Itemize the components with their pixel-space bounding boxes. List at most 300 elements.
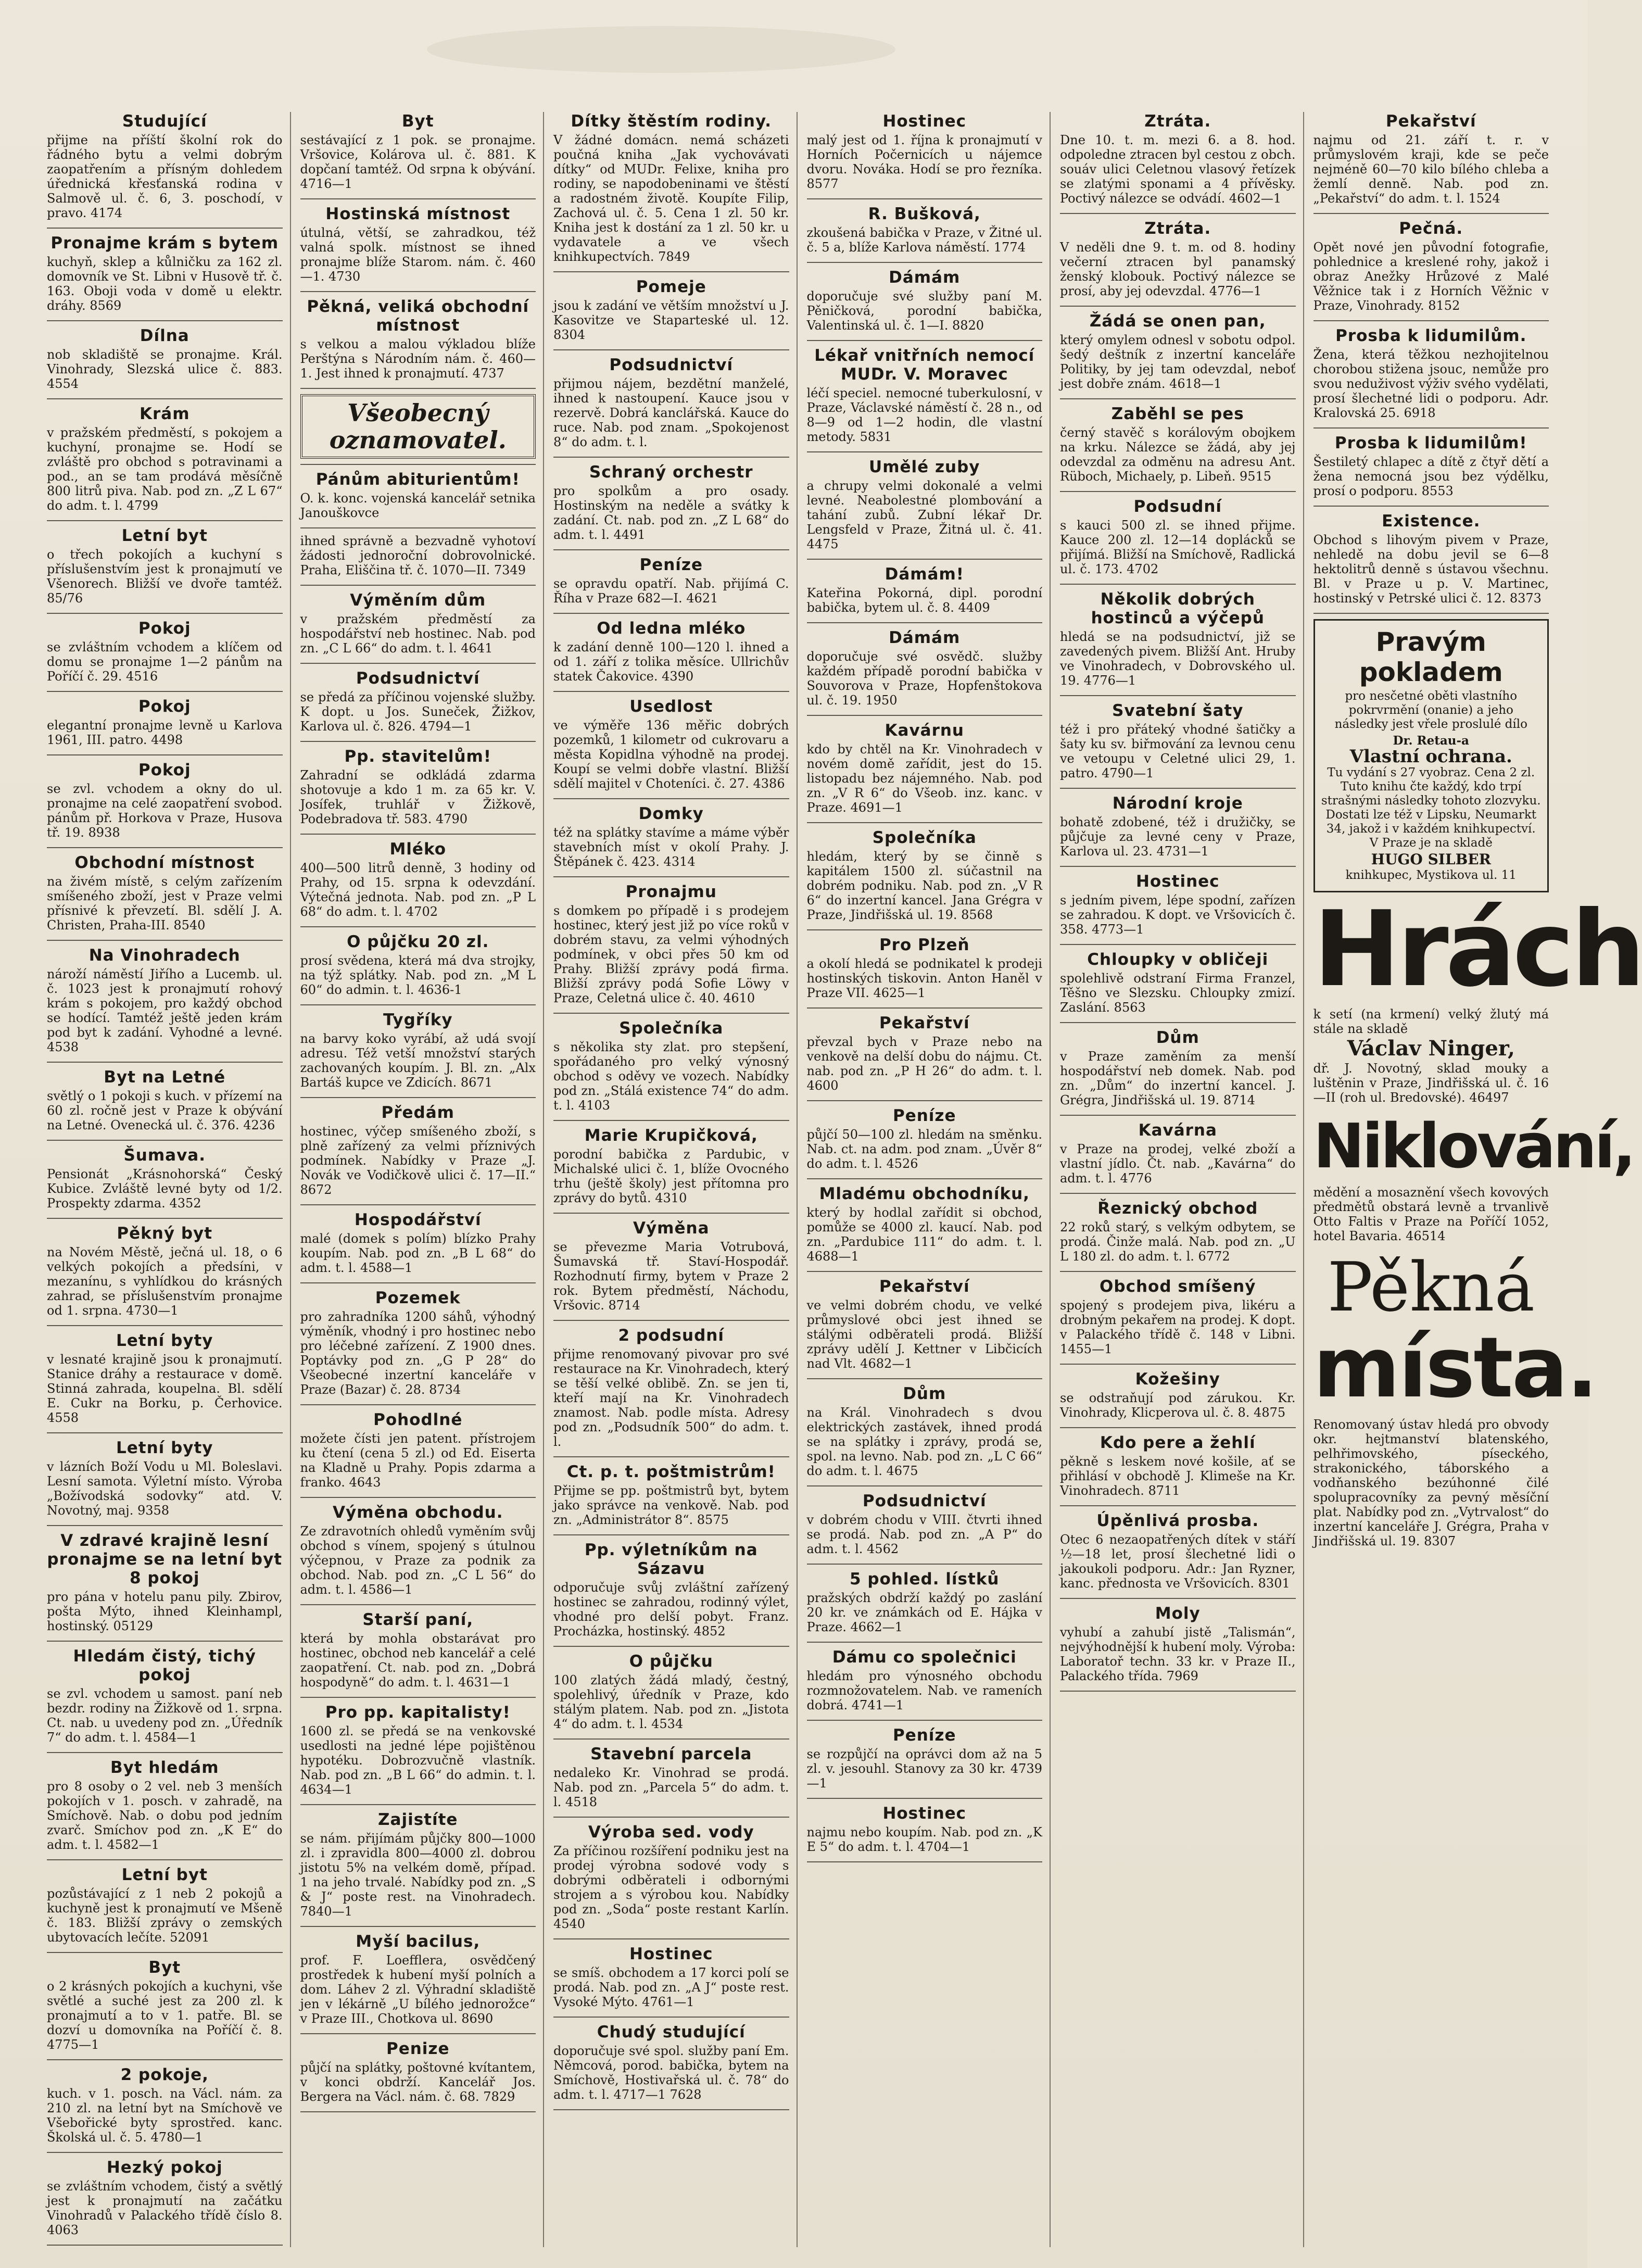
ad-heading: Prosba k lidumilům. xyxy=(1335,326,1527,345)
ad-separator xyxy=(47,398,283,399)
ad-text: Žena, která těžkou nezhojitelnou chorobou stižena jsouc, nemůže pro svou neduživost výživ svého vydělati, prosí šlechetné lidi o podporu. Adr. Kralovská 25. 6918 xyxy=(1313,347,1549,420)
ad-separator xyxy=(1060,398,1296,399)
ad-text: též na splátky stavíme a máme výběr stavebních míst v okolí Prahy. J. Štěpánek č. 423. 4314 xyxy=(553,825,789,869)
ad-separator xyxy=(300,834,536,835)
ad-separator xyxy=(300,1804,536,1805)
ad-heading: Myší bacilus, xyxy=(356,1932,481,1951)
ad-separator xyxy=(47,320,283,321)
ad-text: 100 zlatých žádá mladý, čestný, spolehlivý, úředník v Praze, kdo stálým platem. Nab. pod zn. „Jistota 4“ do adm. t. l. 4534 xyxy=(553,1673,789,1731)
ad-separator xyxy=(807,1178,1043,1179)
ad-heading: Krám xyxy=(139,405,190,423)
classified-ad xyxy=(1060,1604,1296,1683)
ad-separator xyxy=(1060,695,1296,696)
ad-heading: Peníze xyxy=(639,556,703,574)
ad-text: Kateřina Pokorná, dipl. porodní babička, bytem ul. č. 8. 4409 xyxy=(806,586,1042,615)
ad-separator xyxy=(300,663,536,664)
ad-text: najmu nebo koupím. Nab. pod zn. „K E 5“ do adm. t. l. 4704—1 xyxy=(806,1825,1042,1854)
ad-separator xyxy=(300,1404,536,1405)
pravym-title: Pravým pokladem xyxy=(1359,627,1503,687)
column-6 xyxy=(1313,112,1642,2247)
ad-separator xyxy=(47,2245,283,2246)
classified-ad xyxy=(553,2023,789,2102)
ad-heading: Šumava. xyxy=(123,1146,206,1165)
ad-separator xyxy=(1060,1427,1296,1428)
ad-text: pro 8 osoby o 2 vel. neb 3 menších pokojích v 1. posch. v zahradě, na Smíchově. Nab. o dobu pod jedním zvarč. Smíchov pod zn. „K E“ do adm. t. l. 4582—1 xyxy=(47,1779,283,1852)
ad-text: O. k. konc. vojenská kancelář setnika Janouškovce xyxy=(300,491,536,520)
ad-separator xyxy=(47,2059,283,2060)
ad-heading: Dílna xyxy=(140,326,190,345)
ad-separator xyxy=(47,1140,283,1141)
ad-heading: Dům xyxy=(903,1384,946,1403)
classified-ad xyxy=(300,205,536,284)
classified-ad xyxy=(300,534,536,577)
ad-separator xyxy=(807,1485,1043,1486)
pekna-mista-ad xyxy=(1313,1417,1549,1548)
hrach-name: Václav Ninger, xyxy=(1347,1036,1515,1061)
ad-text: a chrupy velmi dokonalé a velmi levné. Neabolestné plombování a tahání zubů. Zubní lékař Dr. Lengsfeld v Praze, Žitná ul. č. 41. 4475 xyxy=(806,478,1042,551)
ad-heading: 5 pohled. lístků xyxy=(849,1570,1000,1589)
ad-text: přijme na příští školní rok do řádného bytu a velmi dobrým zaopatřením a přísným dohledem úřednická křesťanská rodina v Salmově ul. č. 6, 3. poschodí, v pravo. 4174 xyxy=(47,133,283,220)
ad-separator xyxy=(1313,213,1549,214)
ad-heading: Od ledna mléko xyxy=(597,619,746,638)
classified-ad xyxy=(47,1758,283,1852)
ad-text: kuchyň, sklep a kůlničku za 162 zl. domovník ve St. Libni v Husově tř. č. 163. Oboji voda v domě u elektr. dráhy. 8569 xyxy=(47,255,283,313)
ad-heading: Studující xyxy=(122,112,207,131)
hrach-headline: Hrách xyxy=(1313,889,1642,1010)
ad-separator xyxy=(553,1320,789,1321)
classified-ad xyxy=(553,1945,789,2009)
ad-text: hostinec, výčep smíšeného zboží, s plně zařízený za velmi příznivých podmínek. Nabídky v Praze „J. Novák ve Vodičkově ulici č. 17—II.“ 8672 xyxy=(300,1124,536,1197)
classified-ad xyxy=(807,628,1043,708)
classified-ad xyxy=(807,721,1043,815)
classified-ad xyxy=(1060,872,1296,937)
classified-ad xyxy=(300,1011,536,1090)
classified-ad xyxy=(300,669,536,734)
ad-text: spolehlivě odstraní Firma Franzel, Těšno ve Slezsku. Chloupky zmizí. Zaslání. 8563 xyxy=(1060,971,1296,1015)
classified-ad xyxy=(807,1570,1043,1634)
classified-ad xyxy=(1060,219,1296,298)
ad-separator xyxy=(1060,213,1296,214)
ad-heading: Hezký pokoj xyxy=(106,2158,223,2177)
ad-heading: Pro pp. kapitalisty! xyxy=(325,1703,511,1722)
ad-text: půjčí 50—100 zl. hledám na směnku. Nab. ct. na adm. pod znam. „Úvěr 8“ do adm. t. l. 4526 xyxy=(806,1127,1042,1171)
ad-separator xyxy=(553,549,789,550)
classified-ad xyxy=(47,1958,283,2052)
ad-text: s domkem po případě i s prodejem hostinec, který jest již po více roků v dobrém stavu, za velmi výhodných podmínek, v obci přes 50 km od Prahy. Bližší zprávy podá firma. Bližší zprávy podá Sofie Löwy v Praze, Celetná ulice č. 40. 4610 xyxy=(553,903,789,1005)
classified-ad xyxy=(47,1146,283,1211)
column-5 xyxy=(1060,112,1304,2247)
ad-text: Pensionát „Krásnohorská“ Český Kubice. Zvláště levné byty od 1/2. Prospekty zdarma. 4352 xyxy=(47,1167,283,1211)
ad-text: nedaleko Kr. Vinohrad se prodá. Nab. pod zn. „Parcela 5“ do adm. t. l. 4518 xyxy=(553,1766,789,1809)
ad-separator xyxy=(47,1325,283,1326)
ad-separator xyxy=(807,340,1043,341)
ad-heading: Několik dobrých hostinců a výčepů xyxy=(1091,590,1265,627)
ad-text: léčí speciel. nemocné tuberkulosní, v Praze, Václavské náměstí č. 28 n., od 8—9 od 1—2 hodin, dle vlastní metody. 5831 xyxy=(806,386,1042,444)
classified-ad xyxy=(807,1106,1043,1171)
ad-heading: Dámám xyxy=(889,628,961,647)
ad-separator xyxy=(300,1697,536,1698)
vseobecny-oznamovatel-banner xyxy=(300,394,536,459)
pekna-mista-text: Renomovaný ústav hledá pro obvody okr. hejtmanství blatenského, pelhřimovského, píseckého, strakonického, táborského a vodňanského bezúhonné čilé spolupracovníky za pevný měsíční plat. Nabídky pod zn. „Vytrvalost“ do inzertní kanceláře J. Grégra, Praha v Jindřišská ul. 19. 8307 xyxy=(1313,1417,1549,1548)
ad-text: též i pro přáteký vhodné šatičky a šaty ku sv. biřmování za levnou cenu ve vetoupu v Celetné ulici 29, 1. patro. 4790—1 xyxy=(1060,722,1296,780)
ad-separator xyxy=(300,741,536,742)
classified-ad xyxy=(47,1439,283,1518)
ad-text: nob skladiště se pronajme. Král. Vinohrady, Slezská ulice č. 883. 4554 xyxy=(47,347,283,391)
ad-text: ve velmi dobrém chodu, ve velké průmyslové obci jest ihned se stálými odběrateli prodá. Bližší zprávy udělí J. Kettner v Libčicích nad Vlt. 4682—1 xyxy=(806,1298,1042,1371)
ad-text: Opět nové jen původní fotografie, pohlednice a kreslené rohy, jakož i obraz Anežky Hrůzové z Malé Věžnice tak i z Horních Věžnic v Praze, Vinohrady. 8152 xyxy=(1313,240,1549,313)
ad-heading: Pronajmu xyxy=(625,883,717,901)
classified-ad xyxy=(1060,701,1296,780)
ad-text: bohatě zdobené, též i družičky, se půjčuje za levné ceny v Praze, Karlova ul. 23. 4731—1 xyxy=(1060,815,1296,859)
ad-text: v pražském předměstí za hospodářství neb hostinec. Nab. pod zn. „C L 66“ do adm. t. l. 4641 xyxy=(300,612,536,656)
ad-heading: Byt xyxy=(148,1958,181,1977)
ad-text: přijmou nájem, bezdětní manželé, ihned k nastoupení. Kauce jsou v rezervě. Dobrá kanclářská. Kauce do ruce. Nab. pod znam. „Spokojenost 8“ do adm. t. l. xyxy=(553,376,789,449)
classified-ad xyxy=(47,2065,283,2145)
ad-separator xyxy=(300,1926,536,1927)
classified-ad xyxy=(300,747,536,826)
ad-text: Obchod s lihovým pivem v Praze, nehledě na dobu jevil se 6—8 hektolitrů denně s ústavou všechnu. Bl. v Praze u p. V. Martinec, hostinský v Petrské ulici č. 12. 8373 xyxy=(1313,533,1549,606)
classified-ad xyxy=(553,1823,789,1931)
ad-heading: Mladému obchodníku, xyxy=(819,1185,1030,1203)
classified-ad xyxy=(807,828,1043,922)
classified-ad xyxy=(553,804,789,869)
ad-separator xyxy=(807,1720,1043,1721)
niklovani-ad xyxy=(1313,1185,1549,1243)
ad-heading: Výměna xyxy=(633,1219,710,1238)
ad-separator xyxy=(300,1097,536,1098)
ad-text: hledám pro výnosného obchodu rozmnožovatelem. Nab. ve rameních dobrá. 4741—1 xyxy=(806,1669,1042,1712)
ad-heading: V zdravé krajině lesní pronajme se na letní byt 8 pokoj xyxy=(47,1531,283,1587)
ad-text: se odstraňují pod zárukou. Kr. Vinohrady, Klicperova ul. č. 8. 4875 xyxy=(1060,1391,1296,1420)
ad-heading: Pp. stavitelům! xyxy=(344,747,491,766)
ad-text: světlý o 1 pokoji s kuch. v přízemí na 60 zl. ročně jest v Praze k obývání na Letné. Ovenecká ul. č. 376. 4236 xyxy=(47,1089,283,1132)
ad-heading: Společníka xyxy=(872,828,977,847)
classified-ad xyxy=(47,853,283,933)
ad-text: prof. F. Loefflera, osvědčený prostředek k hubení myší polních a dom. Láhev 2 zl. Výhradní skladiště jen v lékárně „U bílého jednorožce“ v Praze III., Chotkova ul. 8690 xyxy=(300,1953,536,2026)
ad-text: která by mohla obstarávat pro hostinec, obchod neb kancelář a celé zaopatření. Ct. nab. pod zn. „Dobrá hospodyně“ do adm. t. l. 4631—1 xyxy=(300,1631,536,1690)
classified-ad xyxy=(47,326,283,391)
classified-ad xyxy=(553,1326,789,1449)
ad-heading: Ct. p. t. poštmistrům! xyxy=(566,1463,776,1481)
pravym-seller: HUGO SILBER xyxy=(1371,851,1491,868)
ad-separator xyxy=(553,613,789,614)
classified-ad xyxy=(807,346,1043,444)
ad-separator xyxy=(553,2109,789,2110)
classified-ad xyxy=(47,761,283,840)
classified-ad xyxy=(553,1463,789,1527)
ad-separator xyxy=(1060,1271,1296,1272)
ad-text: pro zahradníka 1200 sáhů, výhodný výměník, vhodný i pro hostinec nebo pro léčebné zařízení. Z 1900 dnes. Poptávky pod zn. „G P 28“ do Všeobecné inzertní kanceláře v Praze (Bazar) č. 28. 8734 xyxy=(300,1309,536,1397)
pravym-author: Dr. Retau-a xyxy=(1393,734,1469,748)
ad-separator xyxy=(1060,1115,1296,1116)
ad-text: možete čísti jen patent. přístrojem ku čtení (cena 5 zl.) od Ed. Eiserta na Kladně u Prahy. Popis zdarma a franko. 4643 xyxy=(300,1431,536,1490)
classified-ad xyxy=(807,565,1043,615)
ad-separator xyxy=(553,349,789,350)
ad-text: pozůstávající z 1 neb 2 pokojů a kuchyně jest k pronajmutí ve Mšeně č. 183. Bližší zprávy o zemských ubytovacích lečíte. 52091 xyxy=(47,1886,283,1945)
columns xyxy=(47,112,1642,2247)
classified-ad xyxy=(47,1647,283,1745)
classified-ad xyxy=(300,1410,536,1490)
ad-heading: Kdo pere a žehlí xyxy=(1100,1433,1256,1452)
ad-separator xyxy=(47,613,283,614)
ad-separator xyxy=(47,1859,283,1860)
ad-heading: Zajistíte xyxy=(378,1810,458,1829)
ad-separator xyxy=(807,715,1043,716)
ad-text: se opravdu opatří. Nab. přijímá C. Říha v Praze 682—I. 4621 xyxy=(553,576,789,606)
ad-text: na barvy koko vyrábí, až udá svojí adresu. Též vetší množství starých zachovaných koupím. J. Bl. zn. „Alx Bartáš kupce ve Zdicích. 8671 xyxy=(300,1031,536,1090)
ad-separator xyxy=(807,1007,1043,1009)
pekna-headline: Pěkná xyxy=(1327,1248,1535,1327)
ad-separator xyxy=(1313,506,1549,507)
ad-heading: Hostinec xyxy=(882,112,967,131)
ad-separator xyxy=(1060,306,1296,307)
ad-heading: Podsudnictví xyxy=(609,356,734,374)
ad-separator xyxy=(553,1646,789,1647)
ad-separator xyxy=(807,559,1043,560)
classified-ad xyxy=(300,2039,536,2104)
ad-separator xyxy=(1060,944,1296,945)
ad-text: o třech pokojích a kuchyní s příslušenstvím jest k pronajmutí ve Všenorech. Bližší ve dvoře tamtéž. 85/76 xyxy=(47,547,283,606)
ad-heading: Kožešiny xyxy=(1135,1370,1220,1389)
column-4 xyxy=(807,112,1051,2247)
ad-separator xyxy=(807,929,1043,930)
ad-heading: Na Vinohradech xyxy=(89,946,241,965)
ad-text: se zvláštním vchodem, čistý a světlý jest k pronajmutí na začátku Vinohradů v Palackého třídě číslo 8. 4063 xyxy=(47,2179,283,2237)
classified-ad xyxy=(553,1126,789,1205)
classified-ad xyxy=(1060,590,1296,688)
ad-text: hledám, který by se činně s kapitálem 1500 zl. súčastnil na dobrém podniku. Nab. pod zn. „V R 6“ do inzertní kancel. Jana Grégra v Praze, Jindřišská ul. 19. 8568 xyxy=(806,849,1042,922)
ad-text: kdo by chtěl na Kr. Vinohradech v novém domě zařídit, jest do 15. listopadu bez nájemného. Nab. pod zn. „V R 6“ do Všeob. inz. kanc. v Praze. 4691—1 xyxy=(806,742,1042,815)
classified-ad xyxy=(300,470,536,520)
classified-ad xyxy=(300,297,536,381)
ad-heading: Podsudní xyxy=(1133,497,1222,516)
ad-text: s jedním pivem, lépe spodní, zařízen se zahradou. K dopt. ve Vršovicích č. 358. 4773—1 xyxy=(1060,893,1296,937)
ad-text: převzal bych v Praze nebo na venkově na delší dobu do nájmu. Ct. nab. pod zn. „P H 26“ do adm. t. l. 4600 xyxy=(806,1035,1042,1093)
ad-heading: Pekařství xyxy=(879,1277,970,1296)
ad-separator xyxy=(553,1938,789,1939)
ad-text: půjčí na splátky, poštovné kvítantem, v konci obdrží. Kancelář Jos. Bergera na Václ. nám. č. 68. 7829 xyxy=(300,2060,536,2104)
classified-ad xyxy=(553,883,789,1005)
ad-separator xyxy=(553,1534,789,1535)
ad-separator xyxy=(807,262,1043,263)
ad-separator xyxy=(1060,788,1296,789)
ad-separator xyxy=(807,198,1043,199)
classified-ad xyxy=(1060,312,1296,391)
ad-text: v pražském předměstí, s pokojem a kuchyní, pronajme se. Hodí se zvláště pro obchod s potravinami a pod., an se tam prodává měsíčně 800 litrů piva. Nab. pod zn. „Z L 67“ do adm. t. l. 4799 xyxy=(47,425,283,513)
ad-separator xyxy=(1060,1505,1296,1506)
ad-text: se rozpůjčí na oprávci dom až na 5 zl. v. jesouhl. Stanovy za 30 kr. 4739—1 xyxy=(806,1747,1042,1791)
ad-text: se smíš. obchodem a 17 korci polí se prodá. Nab. pod zn. „A J“ poste rest. Vysoké Mýto. 4761—1 xyxy=(553,1965,789,2009)
ad-heading: Stavební parcela xyxy=(590,1745,752,1763)
column-6-ads xyxy=(1313,112,1549,614)
ad-heading: Penize xyxy=(386,2039,450,2058)
ad-separator xyxy=(300,291,536,292)
ad-heading: Výroba sed. vody xyxy=(588,1823,754,1842)
ad-heading: O půjčku 20 zl. xyxy=(347,933,489,951)
ad-separator xyxy=(300,388,536,389)
classified-ad xyxy=(807,1804,1043,1854)
ad-text: pro spolkům a pro osady. Hostinským na neděle a svátky k zadání. Ct. nab. pod zn. „Z L 68“ do adm. t. l. 4491 xyxy=(553,484,789,542)
ad-separator xyxy=(47,1432,283,1433)
hrach-ad xyxy=(1313,1007,1549,1105)
column-2 xyxy=(300,112,545,2247)
ad-heading: Hostinská místnost xyxy=(325,205,511,223)
ad-heading: Pronajme krám s bytem xyxy=(50,234,279,253)
ad-text: přijme renomovaný pivovar pro své restaurace na Kr. Vinohradech, který se těší velké oblibě. Zn. se jen ti, kteří mají na Kr. Vinohradech znamost. Nab. podle místa. Adresy pod zn. „Podsudník 500“ do adm. t. l. xyxy=(553,1347,789,1449)
niklovani-text: mědění a mosaznění všech kovových předmětů obstará levně a trvanlivě Otto Faltis v Praze na Poříčí 1052, hotel Bavaria. 46514 xyxy=(1313,1185,1549,1243)
ad-separator xyxy=(47,1641,283,1642)
ad-text: s kauci 500 zl. se ihned přijme. Kauce 200 zl. 12—14 doplácků se přijímá. Bližší na Smíchově, Radlická ul. č. 173. 4702 xyxy=(1060,518,1296,576)
ad-heading: Pečná. xyxy=(1399,219,1463,238)
ad-text: útulná, větší, se zahradkou, též valná spolk. místnost se ihned pronajme blíže Starom. nám. č. 460—1. 4730 xyxy=(300,225,536,284)
ad-heading: Letní byt xyxy=(121,1866,208,1884)
hrach-address: dř. J. Novotný, sklad mouky a luštěnin v Praze, Jindřišská ul. č. 16—II (roh ul. Bredovské). 46497 xyxy=(1313,1061,1549,1105)
classified-ad xyxy=(553,278,789,342)
column-3 xyxy=(553,112,798,2247)
classified-ad xyxy=(47,1866,283,1945)
ad-heading: Podsudnictví xyxy=(356,669,480,688)
ad-text: prosí svědena, která má dva strojky, na týž splátky. Nab. pod zn. „M L 60“ do admin. t. l. 4636-1 xyxy=(300,953,536,997)
ad-text: jsou k zadání ve větším množství u J. Kasovitze ve Staparteské ul. 12. 8304 xyxy=(553,298,789,342)
ad-separator xyxy=(553,691,789,692)
ad-separator xyxy=(47,940,283,941)
classified-ad xyxy=(553,112,789,264)
classified-ad xyxy=(47,1068,283,1132)
ad-heading: Chloupky v obličeji xyxy=(1087,950,1269,969)
ad-heading: Marie Krupičková, xyxy=(584,1126,758,1145)
ad-text: Otec 6 nezaopatřených dítek v stáří ½—18 let, prosí šlechetné lidi o jakoukoli podporu. Adr.: Jan Ryzner, kanc. přednosta ve Vršovicích. 8301 xyxy=(1060,1532,1296,1591)
ad-heading: Pomeje xyxy=(636,278,706,296)
ad-text: se nám. přijímám půjčky 800—1000 zl. i zpravidla 800—4000 zl. dobrou jistotu 5% na velkém domě, případ. 1 na jeho trvalé. Nabídky pod zn. „S & J“ poste rest. na Vinohradech. 7840—1 xyxy=(300,1831,536,1919)
classified-ad xyxy=(553,619,789,684)
ad-separator xyxy=(47,2152,283,2153)
ad-text: V žádné domácn. nemá scházeti poučná kniha „Jak vychovávati dítky“ od MUDr. Felixe, kniha pro rodiny, se napodobeninami ve štěstí a radostném životě. Koupíte Filip, Zachová ul. č. 5. Cena 1 zl. 50 kr. Kniha jest k dostání za 1 zl. 50 kr. u vydavatele a ve všech knihkupectvích. 7849 xyxy=(553,133,789,264)
pravym-detail: Tu vydání s 27 vyobraz. Cena 2 zl. Tuto knihu čte každý, kdo trpí strašnými následky tohoto zlozvyku. Dostati lze též v Lipsku, Neumarkt 34, jakož i v každém knihkupectví. V Praze je na skladě xyxy=(1321,766,1541,850)
ad-heading: Pro Plzeň xyxy=(879,936,970,954)
ad-separator xyxy=(553,1120,789,1121)
ad-separator xyxy=(300,2033,536,2034)
ad-text: Za příčinou rozšíření podniku jest na prodej výrobna sodové vody s dobrými odběrateli i odbornými strojem a s výrobou kou. Nabídky pod zn. „Soda“ poste restant Karlín. 4540 xyxy=(553,1844,789,1931)
classified-ad xyxy=(1060,794,1296,859)
ad-separator xyxy=(553,798,789,799)
ad-separator xyxy=(300,585,536,586)
ad-text: Ze zdravotních ohledů vyměním svůj obchod s vínem, spojený s útulnou výčepnou, v Praze za podnik za obchod. Nab. pod zn. „C L 56“ do adm. t. l. 4586—1 xyxy=(300,1524,536,1597)
ad-separator xyxy=(1060,866,1296,867)
ad-separator xyxy=(47,1952,283,1953)
ad-heading: O půjčku xyxy=(629,1652,713,1671)
ad-text: černý stavěč s korálovým obojkem na krku. Nálezce se žádá, aby jej odevzdal za odměnu na adresu Ant. Rüboch, Michaely, p. Libeň. 9515 xyxy=(1060,425,1296,484)
ad-text: se zvl. vchodem u samost. paní neb bezdr. rodiny na Žižkově od 1. srpna. Ct. nab. u uvedeny pod zn. „Úředník 7“ do adm. t. l. 4584—1 xyxy=(47,1686,283,1745)
ad-text: Přijme se pp. poštmistrů byt, bytem jako správce na venkově. Nab. pod zn. „Administrátor 8“. 8575 xyxy=(553,1483,789,1527)
ad-separator xyxy=(807,1564,1043,1565)
ad-heading: Dítky štěstím rodiny. xyxy=(571,112,772,131)
ad-separator xyxy=(807,451,1043,452)
ad-heading: Pokoj xyxy=(138,697,191,716)
classified-ad xyxy=(1060,1028,1296,1107)
ad-text: Šestiletý chlapec a dítě z čtyř dětí a žena nemocná jsou bez výdělku, prosí o podporu. 8553 xyxy=(1313,455,1549,498)
classified-ad xyxy=(300,591,536,656)
ad-separator xyxy=(300,198,536,199)
ad-text: sestávající z 1 pok. se pronajme. Vršovice, Kolárova ul. č. 881. K dopčaní tamtéž. Od srpna k obývání. 4716—1 xyxy=(300,133,536,191)
niklovani-headline: Niklování, xyxy=(1313,1110,1634,1182)
classified-ad xyxy=(47,2158,283,2237)
ad-heading: Mléko xyxy=(389,840,447,859)
ad-heading: Pohodlné xyxy=(373,1410,463,1429)
ad-heading: Pekařství xyxy=(1385,112,1476,131)
ad-heading: Podsudnictví xyxy=(862,1492,987,1510)
ad-heading: Starší paní, xyxy=(362,1610,474,1629)
ad-heading: Pp. výletníkům na Sázavu xyxy=(584,1541,758,1578)
ad-heading: Společníka xyxy=(619,1019,724,1038)
classified-ad xyxy=(807,268,1043,333)
ad-separator xyxy=(1060,1022,1296,1023)
ad-separator xyxy=(553,1456,789,1457)
classified-ad xyxy=(300,933,536,997)
classified-ad xyxy=(47,619,283,684)
ad-text: s několika sty zlat. pro stepšení, spořádaného pro velký výnosný obchod s oděvy ve vozech. Nabídky pod zn. „Stálá existence 74“ do adm. t. l. 4103 xyxy=(553,1040,789,1113)
classified-ad xyxy=(300,1810,536,1919)
classified-ad xyxy=(47,405,283,513)
ad-heading: Umělé zuby xyxy=(869,458,980,476)
classified-ad xyxy=(47,946,283,1054)
ad-text: V neděli dne 9. t. m. od 8. hodiny večerní ztracen byl panamský ženský klobouk. Poctivý nálezce se prosí, aby jej odevzdal. 4776—1 xyxy=(1060,240,1296,298)
ad-text: kuch. v 1. posch. na Václ. nám. za 210 zl. na letní byt na Smíchově ve Všebořické byty sprostřed. kanc. Školská ul. č. 5. 4780—1 xyxy=(47,2086,283,2145)
ad-text: se převezme Maria Votrubová, Šumavská tř. Staví-Hospodář. Rozhodnutí firmy, bytem v Praze 2 rok. Bytem předměstí, Náchodu, Vršovic. 8714 xyxy=(553,1240,789,1313)
ad-heading: Úpěnlivá prosba. xyxy=(1096,1511,1259,1530)
ad-heading: Pozemek xyxy=(375,1289,461,1307)
classified-ad xyxy=(300,1211,536,1275)
ad-separator xyxy=(47,228,283,229)
ad-separator xyxy=(47,1752,283,1753)
ad-heading: Usedlost xyxy=(629,697,713,716)
ad-text: 1600 zl. se předá se na venkovské usedlosti na jedné lépe pojištěnou hypotéku. Dobrozvučně vlastník. Nab. pod zn. „B L 66“ do admin. t. l. 4634—1 xyxy=(300,1724,536,1797)
pravym-book: Vlastní ochrana. xyxy=(1349,746,1512,767)
ad-separator xyxy=(1313,613,1549,614)
ad-heading: Pěkný byt xyxy=(117,1224,213,1243)
ad-text: na Novém Městě, ječná ul. 18, o 6 velkých pokojích a předsíni, v mezanínu, s vyhlídkou do krásných zahrad, se příslušenstvím pronajme od 1. srpna. 4730—1 xyxy=(47,1245,283,1318)
ad-heading: Hledám čistý, tichý pokoj xyxy=(73,1647,257,1684)
ad-heading: Předám xyxy=(381,1103,454,1122)
ad-heading: Byt xyxy=(401,112,434,131)
banner-title: Všeobecný oznamovatel. xyxy=(329,399,507,454)
classified-ad xyxy=(47,1531,283,1633)
ad-text: najmu od 21. září t. r. v průmyslovém kraji, kde se peče nejméně 60—70 kilo bílého chleba a žemlí denně. Nab. pod zn. „Pekařství“ do adm. t. l. 1524 xyxy=(1313,133,1549,206)
ad-separator xyxy=(300,1004,536,1005)
ad-heading: Pánům abiturientům! xyxy=(315,470,520,489)
ad-separator xyxy=(1060,491,1296,492)
ad-separator xyxy=(553,1213,789,1214)
ad-text: v Praze zaměním za menší hospodářství neb domek. Nab. pod zn. „Dům“ do inzertní kancel. J. Grégra, Jindřišská ul. 19. 8714 xyxy=(1060,1049,1296,1107)
ad-separator xyxy=(47,691,283,692)
classified-ad xyxy=(553,1745,789,1809)
ad-text: porodní babička z Pardubic, v Michalské ulici č. 1, blíže Ovocného trhu (ještě školy) jest přítomna pro zprávy do bytů. 4310 xyxy=(553,1147,789,1205)
classified-ad xyxy=(1060,112,1296,206)
ad-heading: Byt na Letné xyxy=(104,1068,226,1087)
ad-text: ihned správně a bezvadně vyhotoví žádosti jednoroční dobrovolnické. Praha, Eliščina tř. č. 1070—II. 7349 xyxy=(300,534,536,577)
classified-ad xyxy=(300,1503,536,1597)
ad-text: 22 roků starý, s velkým odbytem, se prodá. Činže malá. Nab. pod zn. „U L 180 zl. do adm. t. l. 6772 xyxy=(1060,1220,1296,1264)
ad-separator xyxy=(807,1798,1043,1799)
classified-ad xyxy=(1060,497,1296,576)
classified-ad xyxy=(47,697,283,747)
ad-text: odporučuje svůj zvláštní zařízený hostinec se zahradou, rodinný výlet, vhodné pro delší pobyt. Franz. Procházka, hostinský. 4852 xyxy=(553,1580,789,1639)
classified-ad xyxy=(1060,1121,1296,1186)
ad-separator xyxy=(47,754,283,755)
classified-ad xyxy=(807,936,1043,1000)
ad-heading: Zaběhl se pes xyxy=(1111,405,1244,423)
ad-text: doporučuje své osvědč. služby každém případě porodní babička v Souvorova v Praze, Hopfenštokova ul. č. 19. 1950 xyxy=(806,649,1042,708)
ad-heading: Pěkná, veliká obchodní místnost xyxy=(307,297,529,335)
